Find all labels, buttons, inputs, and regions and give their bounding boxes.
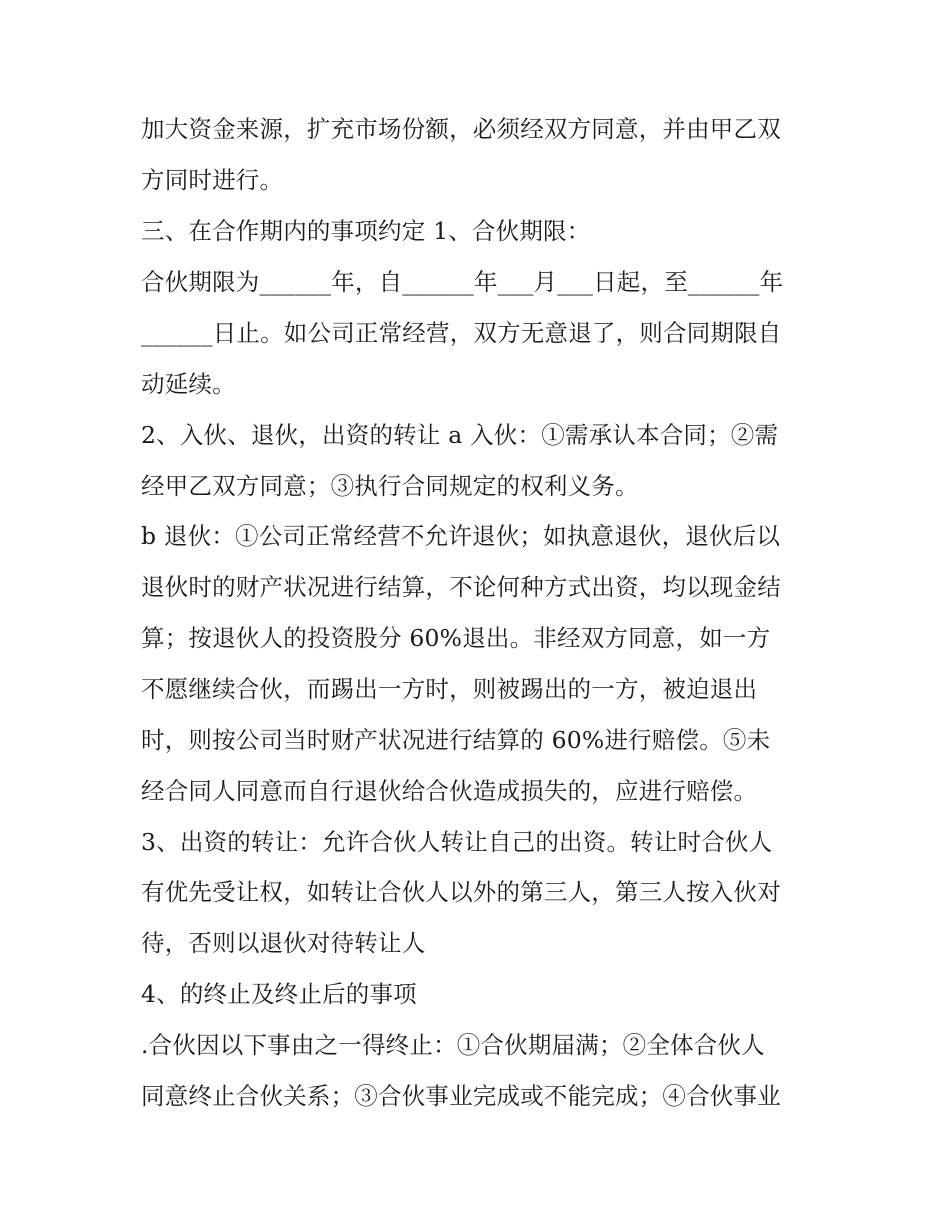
text-line: 合伙期限为______年，自______年___月___日起，至______年 bbox=[141, 268, 784, 296]
text-line: 经合同人同意而自行退伙给合伙造成损失的，应进行赔偿。 bbox=[141, 777, 758, 805]
text-line: 2、入伙、退伙，出资的转让 a 入伙：①需承认本合同；②需 bbox=[141, 421, 779, 449]
text-line: 经甲乙双方同意；③执行合同规定的权利义务。 bbox=[141, 472, 639, 500]
text-line: 动延续。 bbox=[141, 370, 236, 398]
text-line: 退伙时的财产状况进行结算，不论何种方式出资，均以现金结 bbox=[141, 573, 781, 601]
text-line: 不愿继续合伙，而踢出一方时，则被踢出的一方，被迫退出 bbox=[141, 675, 758, 703]
text-line: 同意终止合伙关系；③合伙事业完成或不能完成；④合伙事业 bbox=[141, 1082, 781, 1110]
text-line: ______日止。如公司正常经营，双方无意退了，则合同期限自 bbox=[141, 319, 782, 347]
text-line: b 退伙：①公司正常经营不允许退伙；如执意退伙，退伙后以 bbox=[141, 522, 781, 550]
text-line: 算；按退伙人的投资股分 60%退出。非经双方同意，如一方 bbox=[141, 624, 771, 652]
text-line: 3、出资的转让：允许合伙人转让自己的出资。转让时合伙人 bbox=[141, 828, 773, 856]
text-line: 待，否则以退伙对待转让人 bbox=[141, 929, 426, 957]
text-line: .合伙因以下事由之一得终止：①合伙期届满；②全体合伙人 bbox=[141, 1031, 765, 1059]
text-line: 时，则按公司当时财产状况进行结算的 60%进行赔偿。⑤未 bbox=[141, 726, 771, 754]
text-line: 有优先受让权，如转让合伙人以外的第三人，第三人按入伙对 bbox=[141, 878, 781, 906]
text-line: 方同时进行。 bbox=[141, 166, 284, 194]
text-line: 三、在合作期内的事项约定 1、合伙期限： bbox=[141, 217, 591, 245]
text-line: 4、的终止及终止后的事项 bbox=[141, 980, 417, 1008]
text-line: 加大资金来源，扩充市场份额，必须经双方同意，并由甲乙双 bbox=[141, 115, 781, 143]
